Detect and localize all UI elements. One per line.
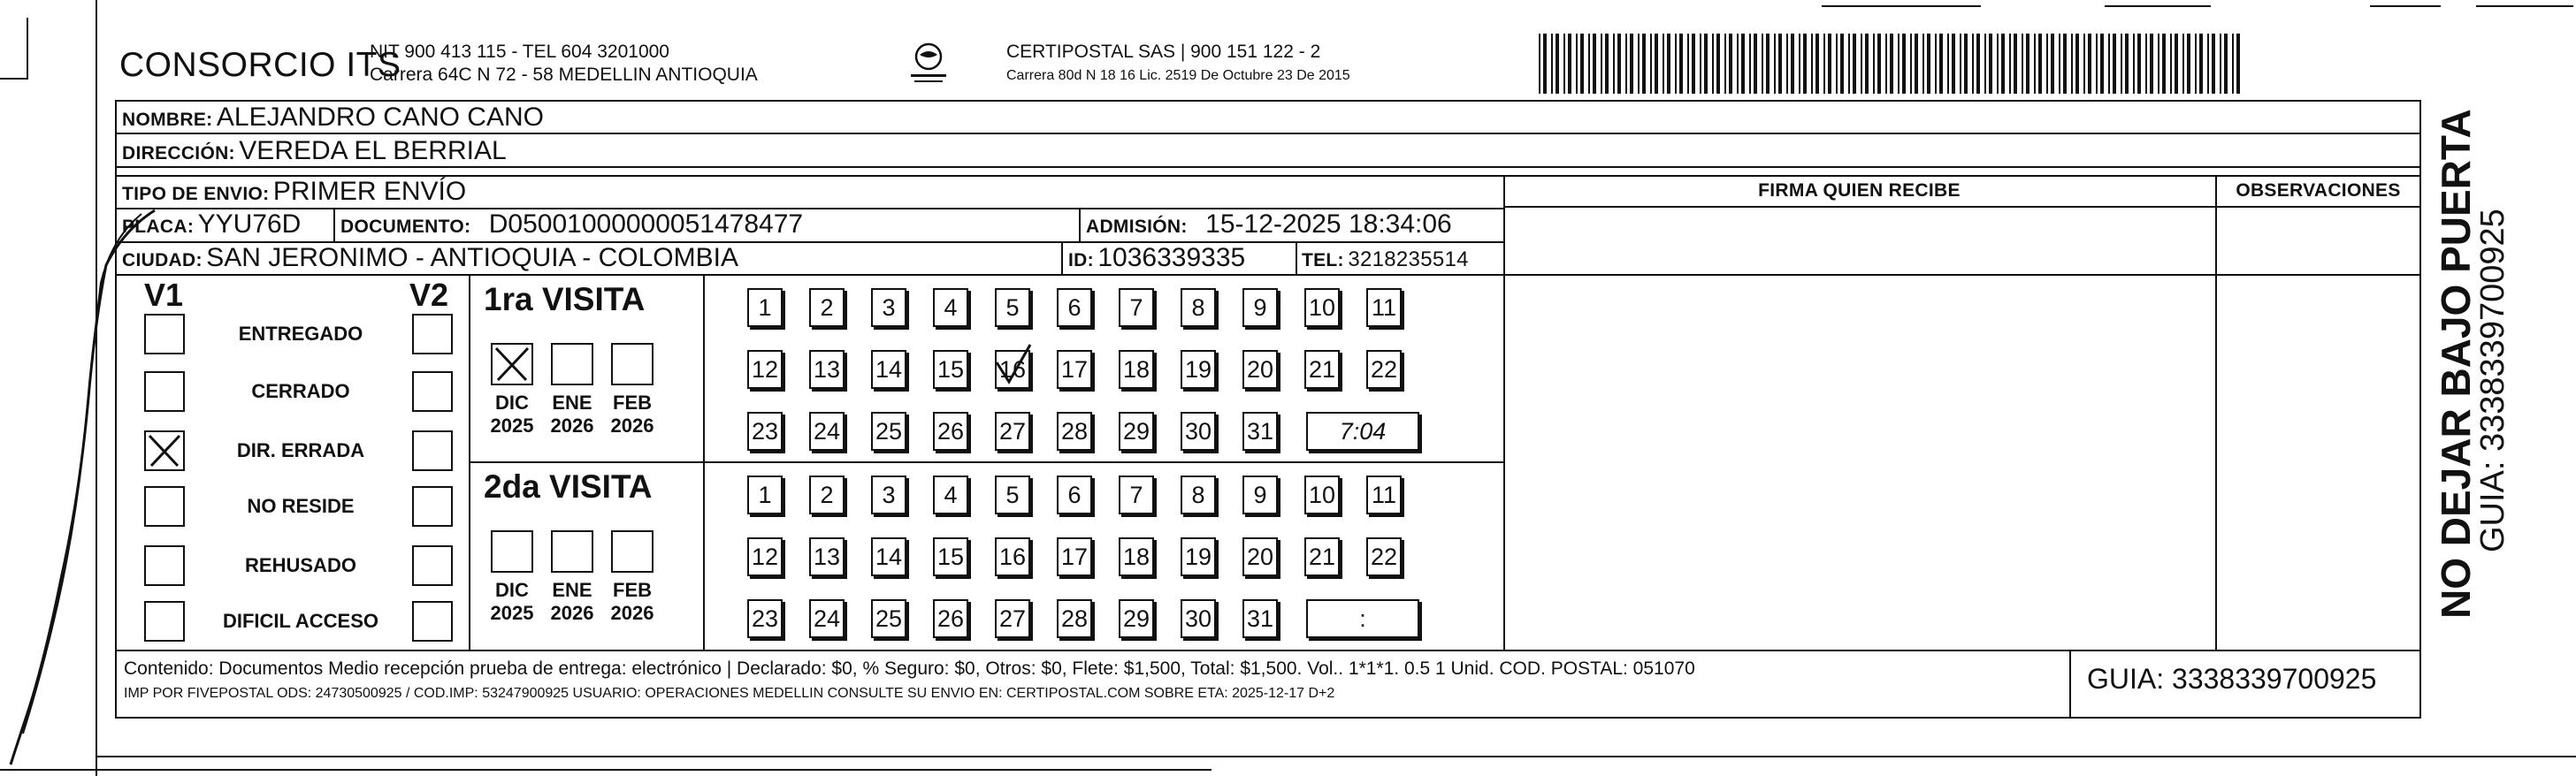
barcode-bar — [2026, 34, 2029, 94]
v2-label: V2 — [409, 277, 449, 313]
col-line-firma — [1503, 175, 1505, 650]
barcode-bar — [1762, 34, 1763, 94]
direccion-row — [122, 136, 507, 166]
day-box[interactable]: 20 — [1242, 350, 1278, 389]
day-box[interactable]: 7 — [1119, 288, 1154, 327]
barcode-bar — [1902, 34, 1906, 94]
side-guia: GUIA: 3338339700925 — [2474, 209, 2511, 552]
month-name: DIC — [495, 579, 529, 601]
day-box[interactable]: 27 — [995, 599, 1030, 638]
barcode-bar — [1650, 34, 1652, 94]
documento-row — [340, 209, 803, 240]
barcode-bar — [1976, 34, 1980, 94]
barcode-bar — [1655, 34, 1658, 94]
day-box[interactable]: 21 — [1304, 350, 1340, 389]
month-checkbox[interactable] — [551, 530, 593, 573]
status-label: ENTREGADO — [238, 323, 363, 345]
ciudad-row — [122, 243, 738, 273]
day-box[interactable]: 12 — [747, 537, 783, 576]
admision-label: ADMISIÓN: — [1086, 217, 1188, 237]
barcode-bar — [2220, 34, 2221, 94]
day-box[interactable]: 3 — [871, 475, 906, 514]
day-box[interactable]: 22 — [1366, 537, 1402, 576]
day-box[interactable]: 3 — [871, 288, 906, 327]
documento-label: DOCUMENTO: — [340, 217, 471, 237]
barcode-bar — [1630, 34, 1633, 94]
day-box[interactable]: 26 — [933, 599, 968, 638]
barcode-bar — [1828, 34, 1831, 94]
visit-divider — [469, 461, 1503, 463]
day-box[interactable]: 11 — [1366, 288, 1402, 327]
barcode-bar — [2224, 34, 2228, 94]
barcode-bar — [1939, 34, 1943, 94]
v2-checkbox[interactable] — [412, 601, 453, 642]
placa-value: YYU76D — [197, 209, 302, 239]
month-year: 2026 — [610, 602, 654, 624]
day-box[interactable]: 25 — [871, 412, 906, 451]
barcode-bar — [1898, 34, 1900, 94]
nombre-value: ALEJANDRO CANO CANO — [216, 103, 544, 132]
status-label: REHUSADO — [245, 554, 356, 576]
col-line-footer-guia — [2069, 650, 2071, 719]
bottom-edge-line — [0, 769, 1212, 771]
day-box[interactable]: 18 — [1119, 537, 1154, 576]
day-box[interactable]: 12 — [747, 350, 783, 389]
barcode-bar — [2182, 34, 2184, 94]
barcode-bar — [2022, 34, 2023, 94]
day-box[interactable]: 31 — [1242, 599, 1278, 638]
day-box[interactable]: 16 — [995, 537, 1030, 576]
barcode-bar — [1791, 34, 1794, 94]
barcode-bar — [1675, 34, 1677, 94]
day-box[interactable]: 8 — [1181, 288, 1216, 327]
barcode-bar — [1885, 34, 1887, 94]
visit-title: 1ra VISITA — [484, 281, 646, 317]
month-label — [601, 579, 663, 625]
id-label: ID: — [1068, 250, 1094, 270]
barcode-bar — [1865, 34, 1869, 94]
month-checkbox[interactable] — [491, 343, 533, 385]
day-box[interactable]: 29 — [1119, 412, 1154, 451]
barcode-bar — [1815, 34, 1819, 94]
footer-contenido: Contenido: Documentos Medio recepción prueba de entrega: electrónico | Declarado: $0, % Seguro: $0, Otros: $0, Flete: $1,500, Total: $1,500. Vol.. 1*1*1. 0.5 1 Unid. COD. POSTAL: 051070 — [124, 658, 1695, 679]
day-box[interactable]: 14 — [871, 537, 906, 576]
barcode-bar — [2199, 34, 2203, 94]
barcode-bar — [2088, 34, 2091, 94]
barcode-bar — [1861, 34, 1862, 94]
barcode-bar — [2195, 34, 2197, 94]
day-box[interactable]: 19 — [1181, 350, 1216, 389]
month-name: FEB — [613, 579, 652, 601]
day-box[interactable]: 30 — [1181, 412, 1216, 451]
barcode-bar — [1952, 34, 1955, 94]
id-row — [1068, 243, 1245, 273]
status-label: CERRADO — [251, 380, 350, 402]
col-line-admision — [1079, 208, 1081, 241]
company-address: Carrera 64C N 72 - 58 MEDELLIN ANTIOQUIA — [370, 65, 758, 85]
day-box[interactable]: 24 — [809, 412, 845, 451]
month-checkbox[interactable] — [611, 343, 654, 385]
barcode-bar — [1679, 34, 1683, 94]
day-box[interactable]: 2 — [809, 475, 845, 514]
status-label: DIR. ERRADA — [236, 439, 365, 461]
barcode-bar — [1613, 34, 1615, 94]
top-dash-1 — [1822, 5, 1981, 7]
barcode-bar — [1947, 34, 1949, 94]
top-dash-4 — [2476, 5, 2573, 7]
barcode-bar — [1910, 34, 1912, 94]
barcode-bar — [2038, 34, 2042, 94]
day-box[interactable]: 28 — [1057, 599, 1092, 638]
month-year: 2026 — [550, 415, 594, 437]
barcode-bar — [1539, 34, 1540, 94]
barcode-bar — [1778, 34, 1782, 94]
tel-row — [1302, 247, 1469, 272]
barcode-bar — [1873, 34, 1875, 94]
day-box[interactable]: 13 — [809, 537, 845, 576]
barcode-bar — [2175, 34, 2178, 94]
day-box[interactable]: 23 — [747, 599, 783, 638]
carrier-address: Carrera 80d N 18 16 Lic. 2519 De Octubre 23 De 2015 — [1006, 68, 1350, 83]
col-line-obs — [2215, 175, 2217, 650]
barcode-bar — [1935, 34, 1937, 94]
barcode-bar — [1811, 34, 1813, 94]
day-box[interactable]: 11 — [1366, 475, 1402, 514]
barcode-bar — [1601, 34, 1602, 94]
firma-label: FIRMA QUIEN RECIBE — [1758, 180, 1961, 201]
direccion-value: VEREDA EL BERRIAL — [239, 136, 507, 165]
footer-imp: IMP POR FIVEPOSTAL ODS: 24730500925 / COD.IMP: 53247900925 USUARIO: OPERACIONES MEDELLIN CONSULTE SU ENVIO EN: CERTIPOSTAL.COM SOBRE ETA: 2025-12-17 D+2 — [124, 686, 1335, 701]
day-box[interactable]: 28 — [1057, 412, 1092, 451]
month-label — [541, 392, 603, 437]
barcode-bar — [2145, 34, 2147, 94]
month-checkbox[interactable] — [611, 530, 654, 573]
pen-scribble — [0, 203, 159, 769]
barcode-bar — [2001, 34, 2005, 94]
barcode-bar — [2150, 34, 2153, 94]
status-label: NO RESIDE — [247, 495, 355, 517]
barcode-bar — [1749, 34, 1751, 94]
month-label — [481, 392, 543, 437]
barcode-bar — [1576, 34, 1578, 94]
barcode — [1539, 34, 2246, 94]
month-label — [481, 579, 543, 625]
v2-checkbox[interactable] — [412, 545, 453, 586]
v2-checkbox[interactable] — [412, 371, 453, 412]
barcode-bar — [2108, 34, 2110, 94]
top-dash-2 — [2105, 5, 2211, 7]
company-name: CONSORCIO ITS — [119, 46, 401, 84]
barcode-bar — [2137, 34, 2141, 94]
day-box[interactable]: 22 — [1366, 350, 1402, 389]
month-name: FEB — [613, 392, 652, 414]
day-box[interactable]: 4 — [933, 288, 968, 327]
day-box[interactable]: 16 — [995, 350, 1030, 389]
day-box[interactable]: 9 — [1242, 288, 1278, 327]
barcode-bar — [1972, 34, 1974, 94]
bottom-margin-line — [96, 756, 2576, 757]
barcode-bar — [2051, 34, 2054, 94]
ciudad-label: CIUDAD: — [122, 250, 203, 270]
col-line-checklist — [469, 274, 470, 650]
barcode-bar — [2212, 34, 2215, 94]
barcode-bar — [2100, 34, 2104, 94]
barcode-bar — [1853, 34, 1856, 94]
day-box[interactable]: 10 — [1304, 288, 1340, 327]
col-line-placa — [333, 208, 335, 241]
barcode-bar — [1836, 34, 1838, 94]
barcode-bar — [1712, 34, 1714, 94]
row-line-2 — [115, 166, 2421, 168]
col-line-tel — [1296, 241, 1297, 274]
day-box[interactable]: 27 — [995, 412, 1030, 451]
time-box[interactable]: 7:04 — [1306, 412, 1419, 451]
barcode-bar — [1997, 34, 1999, 94]
day-box[interactable]: 5 — [995, 288, 1030, 327]
barcode-bar — [1960, 34, 1961, 94]
day-box[interactable]: 23 — [747, 412, 783, 451]
direccion-label: DIRECCIÓN: — [122, 143, 235, 164]
day-box[interactable]: 5 — [995, 475, 1030, 514]
tipo-row — [122, 177, 466, 207]
barcode-bar — [1617, 34, 1621, 94]
v2-checkbox[interactable] — [412, 486, 453, 527]
barcode-bar — [1989, 34, 1992, 94]
barcode-bar — [2236, 34, 2240, 94]
barcode-bar — [1922, 34, 1924, 94]
barcode-bar — [1737, 34, 1739, 94]
day-box[interactable]: 25 — [871, 599, 906, 638]
month-year: 2025 — [490, 415, 534, 437]
month-checkbox[interactable] — [491, 530, 533, 573]
v2-checkbox[interactable] — [412, 314, 453, 354]
barcode-bar — [1663, 34, 1664, 94]
month-name: ENE — [552, 579, 592, 601]
barcode-bar — [2034, 34, 2036, 94]
barcode-bar — [1588, 34, 1590, 94]
barcode-bar — [1774, 34, 1776, 94]
barcode-bar — [1700, 34, 1701, 94]
row-line-1 — [115, 133, 2421, 134]
barcode-bar — [1890, 34, 1893, 94]
day-check-icon — [991, 341, 1036, 391]
day-box[interactable]: 9 — [1242, 475, 1278, 514]
company-nit: NIT 900 413 115 - TEL 604 3201000 — [370, 42, 669, 62]
barcode-bar — [2046, 34, 2048, 94]
visit-title: 2da VISITA — [484, 468, 653, 505]
barcode-bar — [1638, 34, 1640, 94]
barcode-bar — [1625, 34, 1627, 94]
id-value: 1036339335 — [1097, 243, 1246, 272]
day-box[interactable]: 14 — [871, 350, 906, 389]
col-line-id — [1061, 241, 1063, 274]
barcode-bar — [1692, 34, 1695, 94]
row-line-footer — [115, 650, 2421, 651]
barcode-bar — [2063, 34, 2067, 94]
day-box[interactable]: 18 — [1119, 350, 1154, 389]
barcode-bar — [1593, 34, 1596, 94]
carrier-name: CERTIPOSTAL SAS | 900 151 122 - 2 — [1006, 42, 1321, 62]
day-box[interactable]: 26 — [933, 412, 968, 451]
barcode-bar — [1927, 34, 1930, 94]
barcode-bar — [1724, 34, 1726, 94]
barcode-bar — [1799, 34, 1800, 94]
tel-value: 3218235514 — [1348, 247, 1469, 271]
barcode-bar — [2162, 34, 2166, 94]
day-box[interactable]: 13 — [809, 350, 845, 389]
observaciones-label: OBSERVACIONES — [2236, 180, 2401, 201]
v1-label: V1 — [144, 277, 184, 313]
tipo-label: TIPO DE ENVIO: — [122, 184, 270, 204]
day-box[interactable]: 2 — [809, 288, 845, 327]
month-year: 2025 — [490, 602, 534, 624]
day-box[interactable]: 29 — [1119, 599, 1154, 638]
placa-label: PLACA: — [122, 217, 195, 237]
day-box[interactable]: 31 — [1242, 412, 1278, 451]
barcode-bar — [2075, 34, 2079, 94]
barcode-bar — [1556, 34, 1559, 94]
barcode-bar — [1667, 34, 1670, 94]
corner-tick-line-h — [0, 78, 27, 80]
day-box[interactable]: 19 — [1181, 537, 1216, 576]
day-box[interactable]: 30 — [1181, 599, 1216, 638]
barcode-bar — [1964, 34, 1968, 94]
barcode-bar — [1729, 34, 1732, 94]
status-label: DIFICIL ACCESO — [222, 610, 378, 632]
barcode-bar — [1840, 34, 1844, 94]
barcode-bar — [2059, 34, 2060, 94]
time-box[interactable]: : — [1306, 599, 1419, 638]
firma-header-line — [1503, 206, 2421, 208]
barcode-bar — [2113, 34, 2116, 94]
barcode-bar — [2232, 34, 2234, 94]
barcode-bar — [1551, 34, 1553, 94]
barcode-bar — [2096, 34, 2098, 94]
day-box[interactable]: 4 — [933, 475, 968, 514]
tipo-value: PRIMER ENVÍO — [272, 177, 467, 206]
corner-tick-line — [27, 18, 28, 80]
barcode-bar — [2158, 34, 2159, 94]
day-box[interactable]: 10 — [1304, 475, 1340, 514]
ciudad-value: SAN JERONIMO - ANTIOQUIA - COLOMBIA — [206, 243, 738, 272]
barcode-bar — [1754, 34, 1757, 94]
top-dash-3 — [2370, 5, 2441, 7]
admision-value: 15-12-2025 18:34:06 — [1205, 209, 1452, 239]
barcode-bar — [1716, 34, 1720, 94]
day-box[interactable]: 17 — [1057, 350, 1092, 389]
month-year: 2026 — [550, 602, 594, 624]
barcode-bar — [2125, 34, 2129, 94]
day-box[interactable]: 7 — [1119, 475, 1154, 514]
month-checkbox[interactable] — [551, 343, 593, 385]
nombre-label: NOMBRE: — [122, 110, 213, 130]
day-box[interactable]: 15 — [933, 537, 968, 576]
day-box[interactable]: 17 — [1057, 537, 1092, 576]
barcode-bar — [1877, 34, 1881, 94]
check-mark-icon — [493, 345, 531, 384]
barcode-bar — [2009, 34, 2011, 94]
barcode-bar — [1704, 34, 1708, 94]
barcode-bar — [1915, 34, 1918, 94]
barcode-bar — [1766, 34, 1770, 94]
nombre-row — [122, 103, 544, 133]
day-box[interactable]: 21 — [1304, 537, 1340, 576]
barcode-bar — [1984, 34, 1986, 94]
side-warning: NO DEJAR BAJO PUERTA — [2433, 109, 2479, 619]
v2-checkbox[interactable] — [412, 430, 453, 471]
day-box[interactable]: 8 — [1181, 475, 1216, 514]
month-label — [541, 579, 603, 625]
row-line-6 — [115, 274, 2421, 276]
barcode-bar — [1803, 34, 1807, 94]
certipostal-logo — [902, 39, 955, 92]
barcode-bar — [1741, 34, 1745, 94]
tel-label: TEL: — [1302, 250, 1344, 270]
barcode-bar — [1543, 34, 1547, 94]
certipostal-logo-icon — [902, 39, 955, 92]
barcode-bar — [1605, 34, 1609, 94]
day-box[interactable]: 6 — [1057, 288, 1092, 327]
barcode-bar — [2170, 34, 2172, 94]
barcode-bar — [1642, 34, 1646, 94]
barcode-bar — [2014, 34, 2017, 94]
day-box[interactable]: 1 — [747, 288, 783, 327]
barcode-bar — [2133, 34, 2135, 94]
barcode-bar — [2071, 34, 2073, 94]
barcode-bar — [1786, 34, 1788, 94]
admision-row — [1086, 209, 1452, 240]
barcode-bar — [1563, 34, 1565, 94]
day-box[interactable]: 24 — [809, 599, 845, 638]
month-label — [601, 392, 663, 437]
month-name: DIC — [495, 392, 529, 414]
barcode-bar — [1580, 34, 1584, 94]
barcode-bar — [1848, 34, 1850, 94]
barcode-bar — [2207, 34, 2209, 94]
month-name: ENE — [552, 392, 592, 414]
barcode-bar — [1568, 34, 1571, 94]
day-box[interactable]: 1 — [747, 475, 783, 514]
day-box[interactable]: 20 — [1242, 537, 1278, 576]
barcode-bar — [1687, 34, 1689, 94]
day-box[interactable]: 6 — [1057, 475, 1092, 514]
documento-value: D05001000000051478477 — [488, 209, 804, 239]
footer-guia: GUIA: 3338339700925 — [2087, 663, 2377, 695]
barcode-bar — [2187, 34, 2190, 94]
barcode-bar — [2121, 34, 2122, 94]
day-box[interactable]: 15 — [933, 350, 968, 389]
barcode-bar — [2083, 34, 2085, 94]
month-year: 2026 — [610, 415, 654, 437]
barcode-bar — [1823, 34, 1825, 94]
